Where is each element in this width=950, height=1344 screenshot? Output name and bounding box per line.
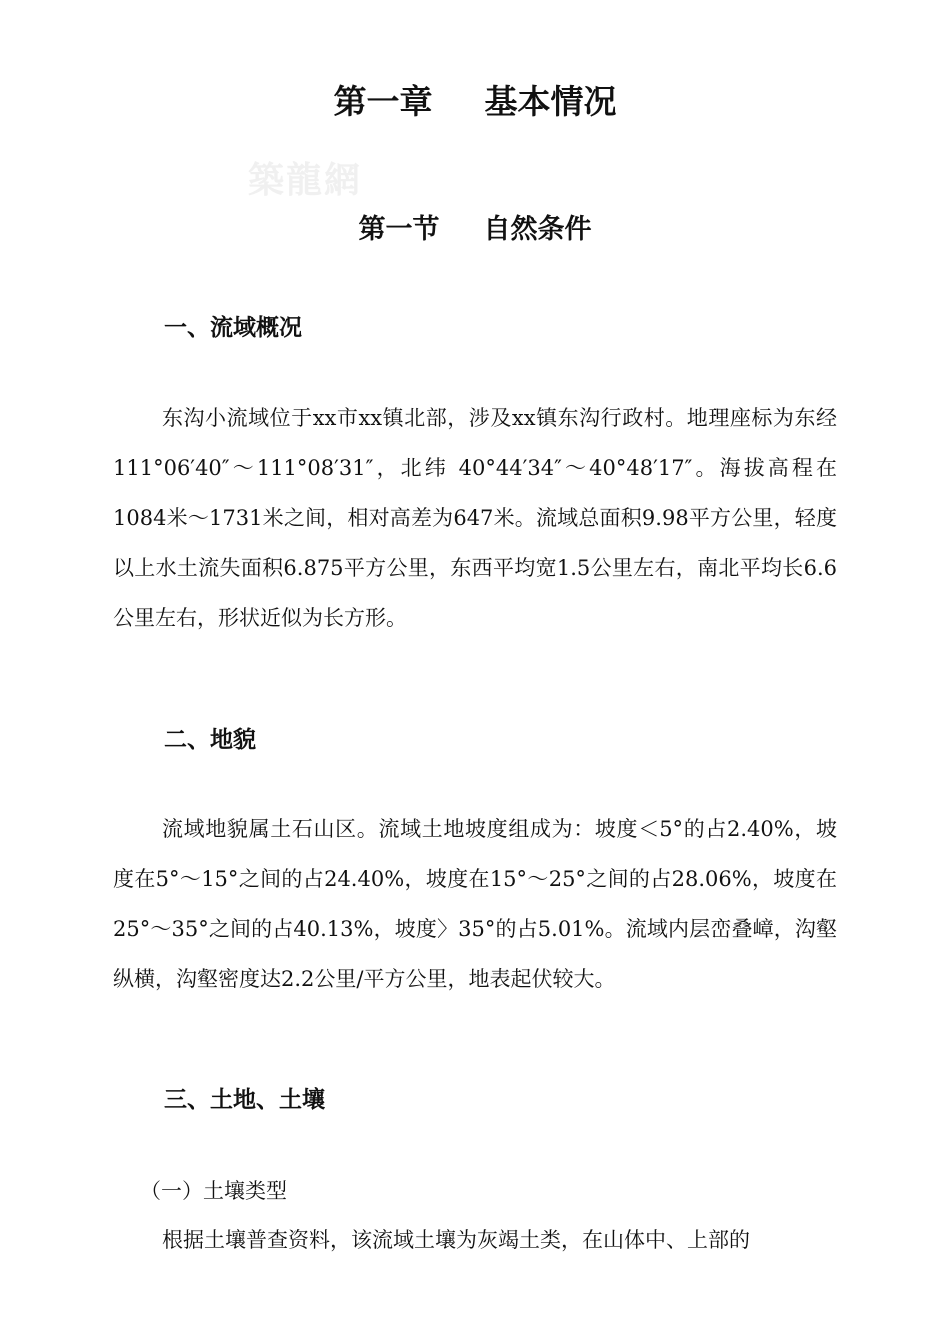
chapter-name: 基本情况 (484, 82, 617, 121)
watermark-logo: 築龍網 (248, 159, 363, 201)
section-number: 第一节 (358, 214, 440, 245)
section-name: 自然条件 (483, 214, 592, 245)
heading-land-soil: 三、土地、土壤 (164, 1087, 325, 1113)
paragraph-landform: 流域地貌属土石山区。流域土地坡度组成为：坡度＜5°的占2.40%，坡度在5°～15°之间的占24.40%，坡度在15°～25°之间的占28.06%，坡度在25°～35°之间的占40.13%，坡度〉35°的占5.01%。流域内层峦叠嶂，沟壑纵横，沟壑密度达2.2公里/平方公里，地表起伏较大。 (113, 817, 837, 991)
chapter-number: 第一章 (333, 82, 433, 121)
paragraph-soil-type: 根据土壤普查资料，该流域土壤为灰竭土类，在山体中、上部的 (162, 1228, 750, 1252)
heading-landform: 二、地貌 (164, 727, 256, 753)
section-title (0, 210, 950, 250)
paragraph-watershed-overview: 东沟小流域位于xx市xx镇北部，涉及xx镇东沟行政村。地理座标为东经 111°06′40″～111°08′31″，北纬 40°44′34″～40°48′17″。海拔高程在1084米～1731米之间，相对高差为647米。流域总面积9.98平方公里，轻度以上水土流失面积6.875平方公里，东西平均宽1.5公里左右，南北平均长6.6公里左右，形状近似为长方形。 (113, 406, 837, 630)
heading-watershed-overview: 一、流域概况 (164, 315, 302, 341)
subheading-soil-type: （一）土壤类型 (140, 1179, 287, 1203)
chapter-title (0, 80, 950, 124)
